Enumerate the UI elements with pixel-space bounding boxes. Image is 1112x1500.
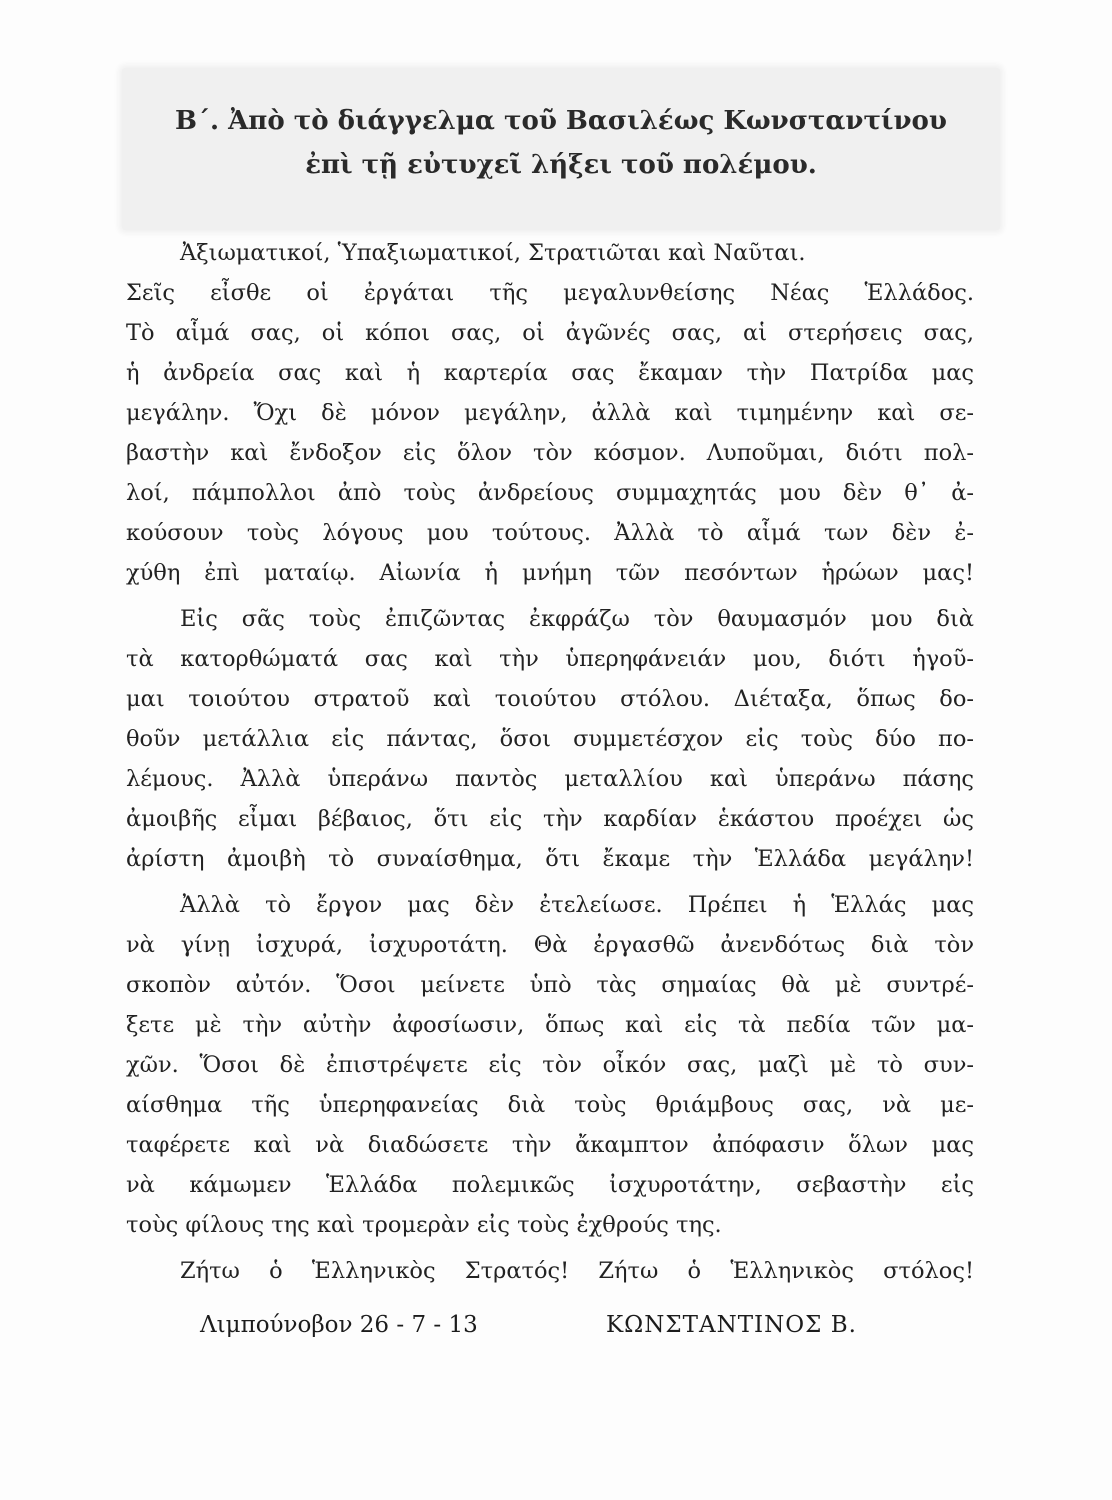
text-line: τοὺς φίλους της καὶ τρομερὰν εἰς τοὺς ἐχθρούς της. — [126, 1212, 722, 1238]
text-line: Ἀλλὰ τὸ ἔργον μας δὲν ἐτελείωσε. Πρέπει ἡ Ἑλλάς μας — [180, 892, 974, 918]
signatory-name: ΚΩΝΣΤΑΝΤΙΝΟΣ Β. — [606, 1312, 857, 1338]
text-line: κούσουν τοὺς λόγους μου τούτους. Ἀλλὰ τὸ αἷμά των δὲν ἐ- — [126, 520, 974, 546]
text-line: σκοπὸν αὐτόν. Ὅσοι μείνετε ὑπὸ τὰς σημαίας θὰ μὲ συντρέ- — [126, 972, 974, 998]
text-line: Ἀξιωματικοί, Ὑπαξιωματικοί, Στρατιῶται καὶ Ναῦται. — [180, 240, 806, 266]
text-line: λέμους. Ἀλλὰ ὑπεράνω παντὸς μεταλλίου καὶ ὑπεράνω πάσης — [126, 766, 974, 792]
text-line: βαστὴν καὶ ἔνδοξον εἰς ὅλον τὸν κόσμον. Λυποῦμαι, διότι πολ- — [126, 440, 974, 466]
text-line: μαι τοιούτου στρατοῦ καὶ τοιούτου στόλου. Διέταξα, ὅπως δο- — [126, 686, 974, 712]
text-line: Σεῖς εἶσθε οἱ ἐργάται τῆς μεγαλυνθείσης Νέας Ἑλλάδος. — [126, 280, 974, 306]
text-line: ἀρίστη ἀμοιβὴ τὸ συναίσθημα, ὅτι ἔκαμε τὴν Ἑλλάδα μεγάλην! — [126, 846, 974, 872]
heading-line-1: Β΄. Ἀπὸ τὸ διάγγελμα τοῦ Βασιλέως Κωνσταντίνου — [175, 106, 947, 136]
text-line: χύθη ἐπὶ ματαίῳ. Αἰωνία ἡ μνήμη τῶν πεσόντων ἡρώων μας! — [126, 560, 974, 586]
heading-box — [122, 68, 1000, 230]
text-line: τὰ κατορθώματά σας καὶ τὴν ὑπερηφάνειάν μου, διότι ἡγοῦ- — [126, 646, 974, 672]
text-line: Τὸ αἷμά σας, οἱ κόποι σας, οἱ ἀγῶνές σας, αἱ στερήσεις σας, — [126, 320, 974, 346]
text-line: ἀμοιβῆς εἶμαι βέβαιος, ὅτι εἰς τὴν καρδίαν ἑκάστου προέχει ὡς — [126, 806, 974, 832]
text-line: αίσθημα τῆς ὑπερηφανείας διὰ τοὺς θριάμβους σας, νὰ με- — [126, 1092, 974, 1118]
text-line: Εἰς σᾶς τοὺς ἐπιζῶντας ἐκφράζω τὸν θαυμασμόν μου διὰ — [180, 606, 974, 632]
place-date: Λιμπούνοβον 26 - 7 - 13 — [200, 1312, 478, 1338]
text-line: λοί, πάμπολλοι ἀπὸ τοὺς ἀνδρείους συμμαχητάς μου δὲν θ᾽ ἀ- — [126, 480, 974, 506]
heading-line-2: ἐπὶ τῇ εὐτυχεῖ λήξει τοῦ πολέμου. — [305, 150, 817, 180]
text-line: χῶν. Ὅσοι δὲ ἐπιστρέψετε εἰς τὸν οἶκόν σας, μαζὶ μὲ τὸ συν- — [126, 1052, 974, 1078]
text-line: ξετε μὲ τὴν αὐτὴν ἀφοσίωσιν, ὅπως καὶ εἰς τὰ πεδία τῶν μα- — [126, 1012, 974, 1038]
text-line: μεγάλην. Ὄχι δὲ μόνον μεγάλην, ἀλλὰ καὶ τιμημένην καὶ σε- — [126, 400, 974, 426]
text-line: ἡ ἀνδρεία σας καὶ ἡ καρτερία σας ἔκαμαν τὴν Πατρίδα μας — [126, 360, 974, 386]
text-line: ταφέρετε καὶ νὰ διαδώσετε τὴν ἄκαμπτον ἀπόφασιν ὅλων μας — [126, 1132, 974, 1158]
text-line: νὰ γίνῃ ἰσχυρά, ἰσχυροτάτη. Θὰ ἐργασθῶ ἀνενδότως διὰ τὸν — [126, 932, 974, 958]
text-line: θοῦν μετάλλια εἰς πάντας, ὅσοι συμμετέσχον εἰς τοὺς δύο πο- — [126, 726, 974, 752]
text-line: Ζήτω ὁ Ἑλληνικὸς Στρατός! Ζήτω ὁ Ἑλληνικὸς στόλος! — [180, 1258, 974, 1284]
text-line: νὰ κάμωμεν Ἑλλάδα πολεμικῶς ἰσχυροτάτην, σεβαστὴν εἰς — [126, 1172, 974, 1198]
